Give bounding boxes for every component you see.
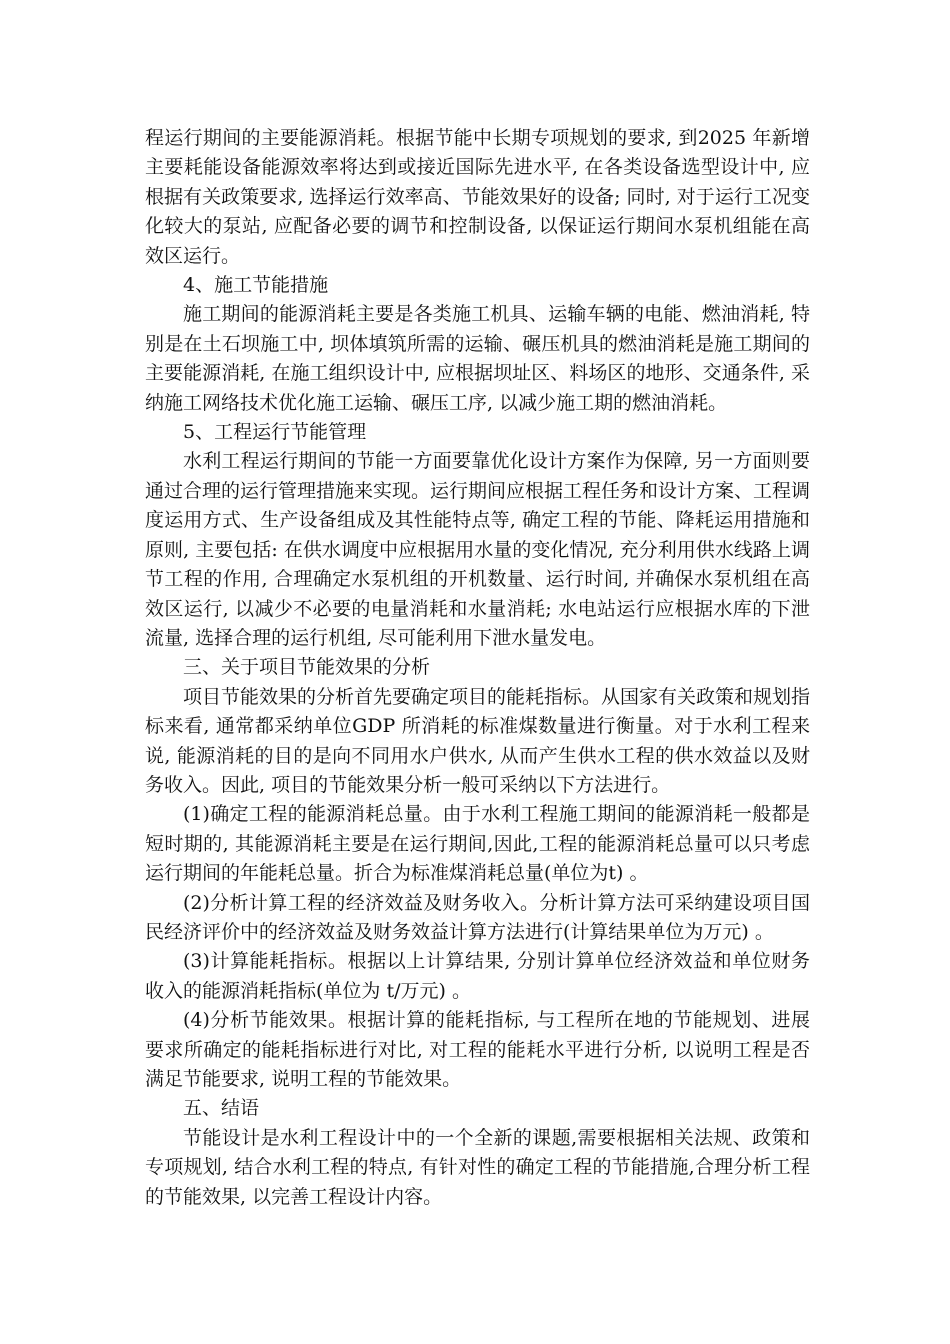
paragraph-step-3: (3)计算能耗指标。根据以上计算结果, 分别计算单位经济效益和单位财务收入的能源消耗指标(单位为 t/万元) 。	[145, 950, 810, 1002]
heading-operation-energy-management: 5、工程运行节能管理	[183, 421, 367, 444]
paragraph-step-1: (1)确定工程的能源消耗总量。由于水利工程施工期间的能源消耗一般都是短时期的, 其能源消耗主要是在运行期间,因此,工程的能源消耗总量可以只考虑运行期间的年能耗总量。折合为标准煤消耗总量(单位为t) 。	[145, 803, 810, 885]
paragraph-energy-indicator: 项目节能效果的分析首先要确定项目的能耗指标。从国家有关政策和规划指标来看, 通常都采纳单位GDP 所消耗的标准煤数量进行衡量。对于水利工程来说, 能源消耗的目的是向不同用水户供水, 从而产生供水工程的供水效益以及财务收入。因此, 项目的节能效果分析一般可采纳以下方法进行。	[145, 685, 811, 796]
paragraph-construction-energy: 施工期间的能源消耗主要是各类施工机具、运输车辆的电能、燃油消耗, 特别是在土石坝施工中, 坝体填筑所需的运输、碾压机具的燃油消耗是施工期间的主要能源消耗, 在施工组织设计中, 应根据坝址区、料场区的地形、交通条件, 采纳施工网络技术优化施工运输、碾压工序, 以减少施工期的燃油消耗。	[145, 303, 810, 414]
document-body	[145, 124, 810, 1212]
heading-energy-effect-analysis: 三、关于项目节能效果的分析	[183, 656, 431, 679]
paragraph-step-4: (4)分析节能效果。根据计算的能耗指标, 与工程所在地的节能规划、进展要求所确定的能耗指标进行对比, 对工程的能耗水平进行分析, 以说明工程是否满足节能要求, 说明工程的节能效果。	[145, 1009, 810, 1090]
heading-conclusion: 五、结语	[183, 1097, 260, 1120]
heading-construction-energy-saving: 4、施工节能措施	[183, 274, 329, 297]
paragraph-operation-management: 水利工程运行期间的节能一方面要靠优化设计方案作为保障, 另一方面则要通过合理的运行管理措施来实现。运行期间应根据工程任务和设计方案、工程调度运用方式、生产设备组成及其性能特点等, 确定工程的节能、降耗运用措施和原则, 主要包括: 在供水调度中应根据用水量的变化情况, 充分利用供水线路上调节工程的作用, 合理确定水泵机组的开机数量、运行时间, 并确保水泵机组在高效区运行, 以减少不必要的电量消耗和水量消耗; 水电站运行应根据水库的下泄流量, 选择合理的运行机组, 尽可能利用下泄水量发电。	[145, 450, 811, 649]
paragraph-step-2: (2)分析计算工程的经济效益及财务收入。分析计算方法可采纳建设项目国民经济评价中的经济效益及财务效益计算方法进行(计算结果单位为万元) 。	[145, 891, 810, 943]
paragraph-conclusion: 节能设计是水利工程设计中的一个全新的课题,需要根据相关法规、政策和专项规划, 结合水利工程的特点, 有针对性的确定工程的节能措施,合理分析工程的节能效果, 以完善工程设计内容。	[145, 1126, 810, 1208]
paragraph-equipment-selection: 程运行期间的主要能源消耗。根据节能中长期专项规划的要求, 到2025 年新增主要耗能设备能源效率将达到或接近国际先进水平, 在各类设备选型设计中, 应根据有关政策要求, 选择运行效率高、节能效果好的设备; 同时, 对于运行工况变化较大的泵站, 应配备必要的调节和控制设备, 以保证运行期间水泵机组能在高效区运行。	[145, 127, 810, 267]
